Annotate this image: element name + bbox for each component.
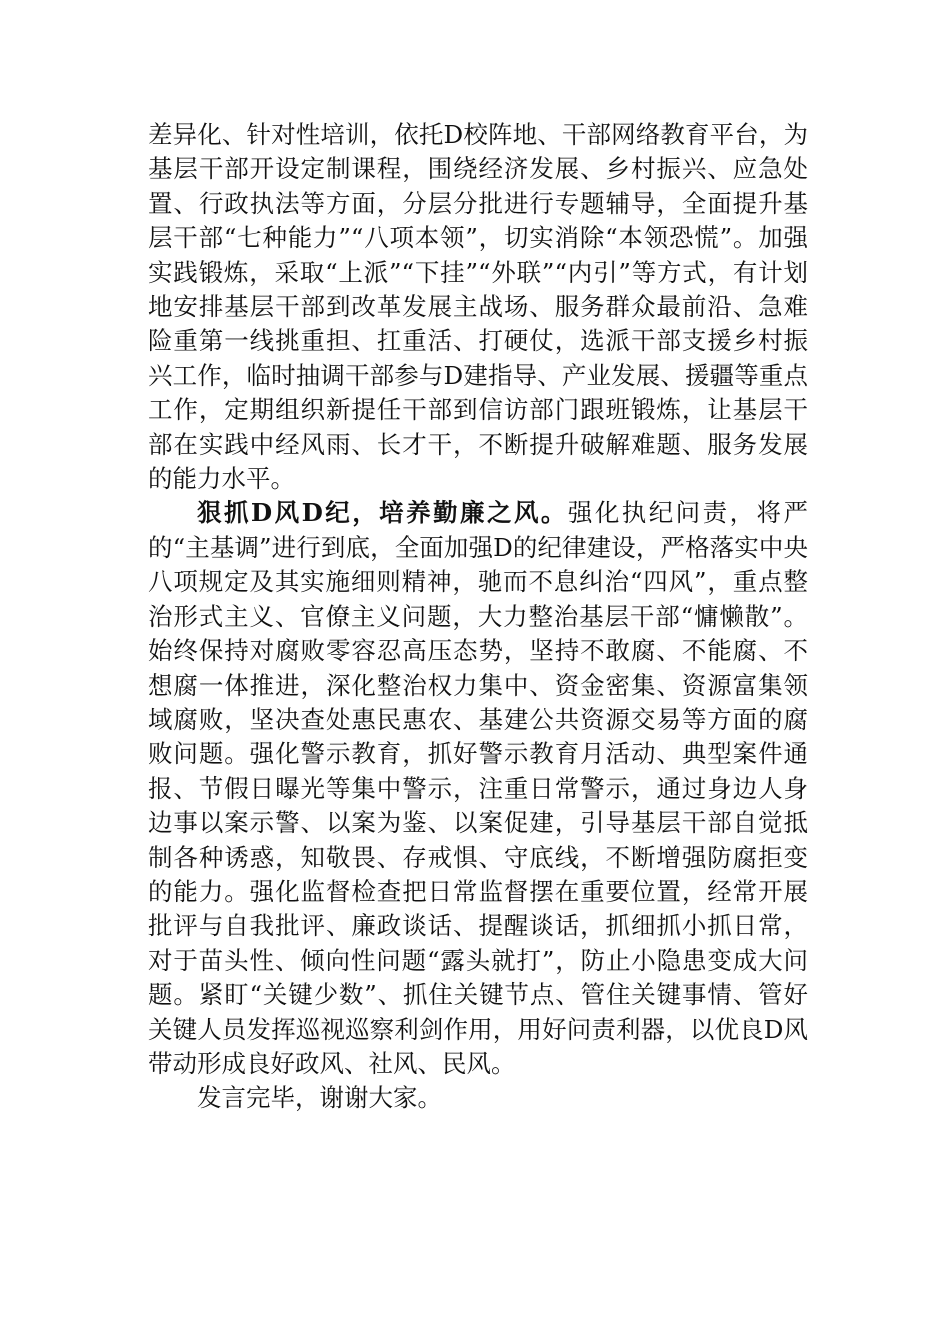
closing-text: 发言完毕，谢谢大家。 <box>197 1083 442 1113</box>
paragraph-party-discipline <box>148 496 808 1081</box>
paragraph-closing <box>148 1081 808 1115</box>
paragraph-heading: 狠抓D风D纪，培养勤廉之风。 <box>197 498 568 528</box>
paragraph-text: 差异化、针对性培训，依托D校阵地、干部网络教育平台，为基层干部开设定制课程，围绕经济发展、乡村振兴、应急处置、行政执法等方面，分层分批进行专题辅导，全面提升基层干部“七种能力”“八项本领”，切实消除“本领恐慌”。加强实践锻炼，采取“上派”“下挂”“外联”“内引”等方式，有计划地安排基层干部到改革发展主战场、服务群众最前沿、急难险重第一线挑重担、扛重活、打硬仗，选派干部支援乡村振兴工作，临时抽调干部参与D建指导、产业发展、援疆等重点工作，定期组织新提任干部到信访部门跟班锻炼，让基层干部在实践中经风雨、长才干，不断提升破解难题、服务发展的能力水平。 <box>148 120 808 494</box>
paragraph-continuation <box>148 118 808 496</box>
document-page <box>148 118 808 1116</box>
paragraph-text: 强化执纪问责，将严的“主基调”进行到底，全面加强D的纪律建设，严格落实中央八项规定及其实施细则精神，驰而不息纠治“四风”，重点整治形式主义、官僚主义问题，大力整治基层干部“慵懒散”。始终保持对腐败零容忍高压态势，坚持不敢腐、不能腐、不想腐一体推进，深化整治权力集中、资金密集、资源富集领域腐败，坚决查处惠民惠农、基建公共资源交易等方面的腐败问题。强化警示教育，抓好警示教育月活动、典型案件通报、节假日曝光等集中警示，注重日常警示，通过身边人身边事以案示警、以案为鉴、以案促建，引导基层干部自觉抵制各种诱惑，知敬畏、存戒惧、守底线，不断增强防腐拒变的能力。强化监督检查把日常监督摆在重要位置，经常开展批评与自我批评、廉政谈话、提醒谈话，抓细抓小抓日常，对于苗头性、倾向性问题“露头就打”，防止小隐患变成大问题。紧盯“关键少数”、抓住关键节点、管住关键事情、管好关键人员发挥巡视巡察利剑作用，用好问责利器，以优良D风带动形成良好政风、社风、民风。 <box>148 498 808 1078</box>
